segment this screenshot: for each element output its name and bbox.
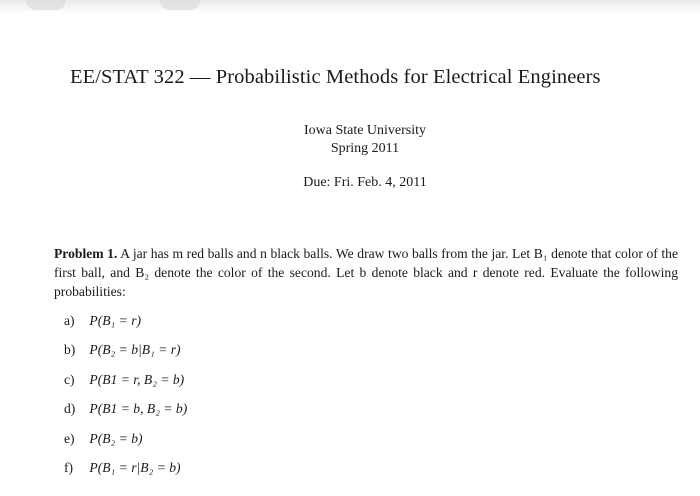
term-label: Spring 2011 [330,141,400,156]
list-item [64,370,464,399]
list-item [64,311,464,340]
scan-smudge [26,0,66,10]
problem-text: A jar has m red balls and n black balls. We draw two balls from the jar. Let B₁ denote that color of the first ball, and B₂ denote the color of the second. Let b denote black and r denote red. Evaluate the following probabilities: [54,246,678,299]
item-expression: P(B₂ = b) [89,430,143,446]
item-expression: P(B1 = b, B₂ = b) [89,401,188,417]
item-letter: c) [64,371,75,387]
due-date: Due: Fri. Feb. 4, 2011 [303,175,427,190]
item-expression: P(B₁ = r|B₂ = b) [89,459,181,475]
item-letter: d) [64,401,76,417]
item-letter: a) [64,313,75,328]
page-title: EE/STAT 322 — Probabilistic Methods for Electrical Engineers [70,66,601,88]
item-expression: P(B₁ = r) [89,313,142,328]
problem-label: Problem 1. [54,246,118,261]
item-letter: e) [64,430,75,446]
item-expression: P(B₂ = b|B₁ = r) [89,342,181,358]
item-expression: P(B1 = r, B₂ = b) [89,371,185,387]
university-name: Iowa State University [303,123,427,138]
problem-statement [54,244,678,301]
probability-list [64,311,464,487]
list-item [64,340,464,369]
scan-smudge [160,0,200,10]
item-letter: f) [64,459,74,475]
item-letter: b) [64,342,76,358]
list-item [64,399,464,428]
list-item [64,458,464,487]
list-item [64,429,464,458]
scan-top-shadow [0,0,700,14]
